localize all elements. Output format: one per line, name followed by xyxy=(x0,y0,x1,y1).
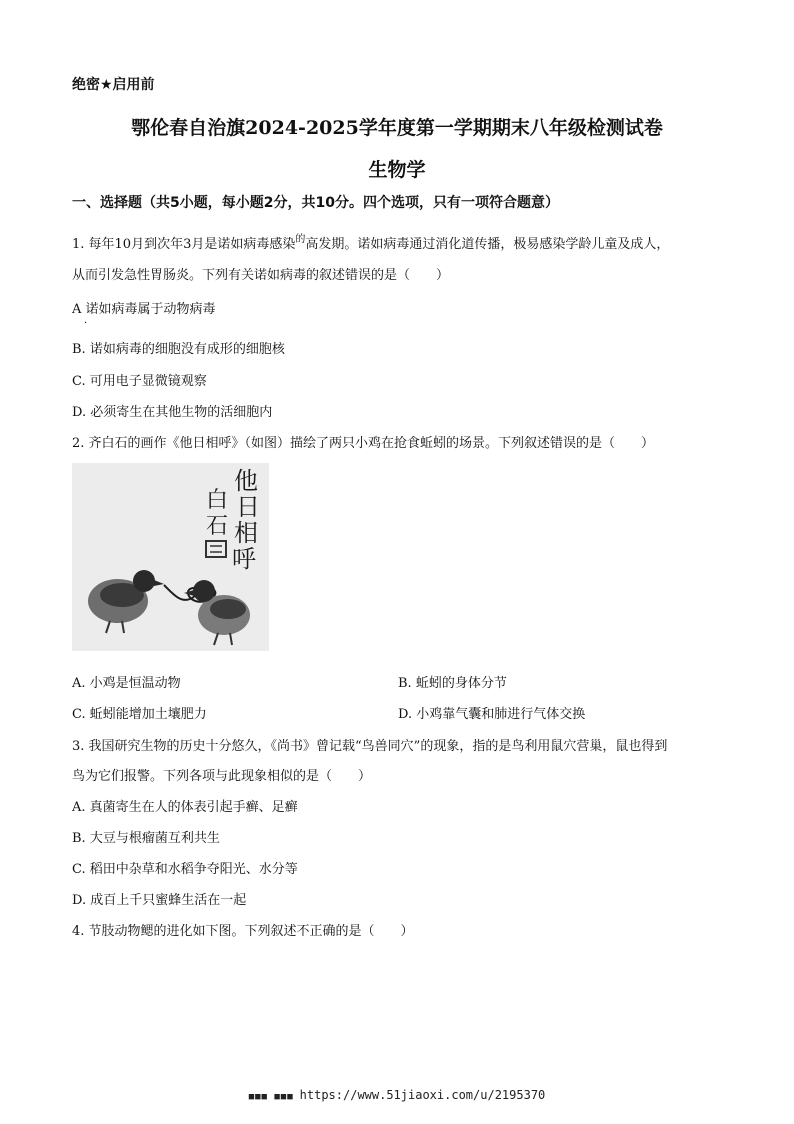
painting-svg xyxy=(72,463,269,651)
q3-option-b: B. 大豆与根瘤菌互利共生 xyxy=(72,831,220,846)
footer-mark-icon: ■■■ ■■■ xyxy=(248,1092,294,1102)
q1-option-b: B. 诺如病毒的细胞没有成形的细胞核 xyxy=(72,342,285,357)
right-chick-head xyxy=(193,580,215,602)
q1-stem-line1 xyxy=(72,233,669,252)
q2-option-d: D. 小鸡靠气囊和肺进行气体交换 xyxy=(398,707,586,722)
q1-stem-part1: 1. 每年10月到次年3月是诺如病毒感染 xyxy=(72,237,296,252)
q3-option-c: C. 稻田中杂草和水稻争夺阳光、水分等 xyxy=(72,862,298,877)
q1-option-a xyxy=(72,298,216,317)
stray-dot: · xyxy=(84,318,88,329)
exam-title: 鄂伦春自治旗2024-2025学年度第一学期期末八年级检测试卷 xyxy=(131,117,663,139)
painting-char-1: 他 xyxy=(234,467,258,495)
painting-sig-2: 石 xyxy=(206,514,229,539)
section-heading: 一、选择题（共5小题，每小题2分，共10分。四个选项，只有一项符合题意） xyxy=(72,195,559,211)
q2-stem: 2. 齐白石的画作《他日相呼》（如图）描绘了两只小鸡在抢食蚯蚓的场景。下列叙述错误的是（ ） xyxy=(72,436,655,451)
q2-option-c: C. 蚯蚓能增加土壤肥力 xyxy=(72,707,207,722)
footer-url-link[interactable]: https://www.51jiaoxi.com/u/2195370 xyxy=(299,1088,546,1102)
q3-option-a: A. 真菌寄生在人的体表引起手癣、足癣 xyxy=(72,800,298,815)
q3-option-d: D. 成百上千只蜜蜂生活在一起 xyxy=(72,893,247,908)
q1-option-a-letter: A xyxy=(72,302,82,317)
confidential-label: 绝密★启用前 xyxy=(72,77,155,93)
painting-char-3: 相 xyxy=(234,519,258,547)
subject-title: 生物学 xyxy=(368,159,426,181)
q2-option-a: A. 小鸡是恒温动物 xyxy=(72,676,181,691)
q1-stem-sup: 的 xyxy=(295,234,306,245)
footer xyxy=(0,1088,794,1102)
q1-stem-line2: 从而引发急性胃肠炎。下列有关诺如病毒的叙述错误的是（ ） xyxy=(72,268,450,283)
q1-option-d: D. 必须寄生在其他生物的活细胞内 xyxy=(72,405,273,420)
painting-sig-1: 白 xyxy=(206,488,229,513)
painting-char-2: 日 xyxy=(236,493,260,521)
q3-stem-line2: 鸟为它们报警。下列各项与此现象相似的是（ ） xyxy=(72,769,372,784)
painting-char-4: 呼 xyxy=(232,545,256,573)
q1-option-a-text: 诺如病毒属于动物病毒 xyxy=(85,302,216,317)
painting-image xyxy=(72,463,269,651)
q1-option-c: C. 可用电子显微镜观察 xyxy=(72,374,207,389)
q4-stem: 4. 节肢动物鳃的进化如下图。下列叙述不正确的是（ ） xyxy=(72,924,414,939)
q3-stem-line1: 3. 我国研究生物的历史十分悠久，《尚书》曾记载“鸟兽同穴”的现象，指的是鸟利用鼠穴营巢，鼠也得到 xyxy=(72,739,668,754)
q1-stem-part2: 高发期。诺如病毒通过消化道传播，极易感染学龄儿童及成人， xyxy=(305,237,670,252)
q2-option-b: B. 蚯蚓的身体分节 xyxy=(398,676,507,691)
left-chick-head xyxy=(133,570,155,592)
right-chick-wing xyxy=(210,599,246,619)
